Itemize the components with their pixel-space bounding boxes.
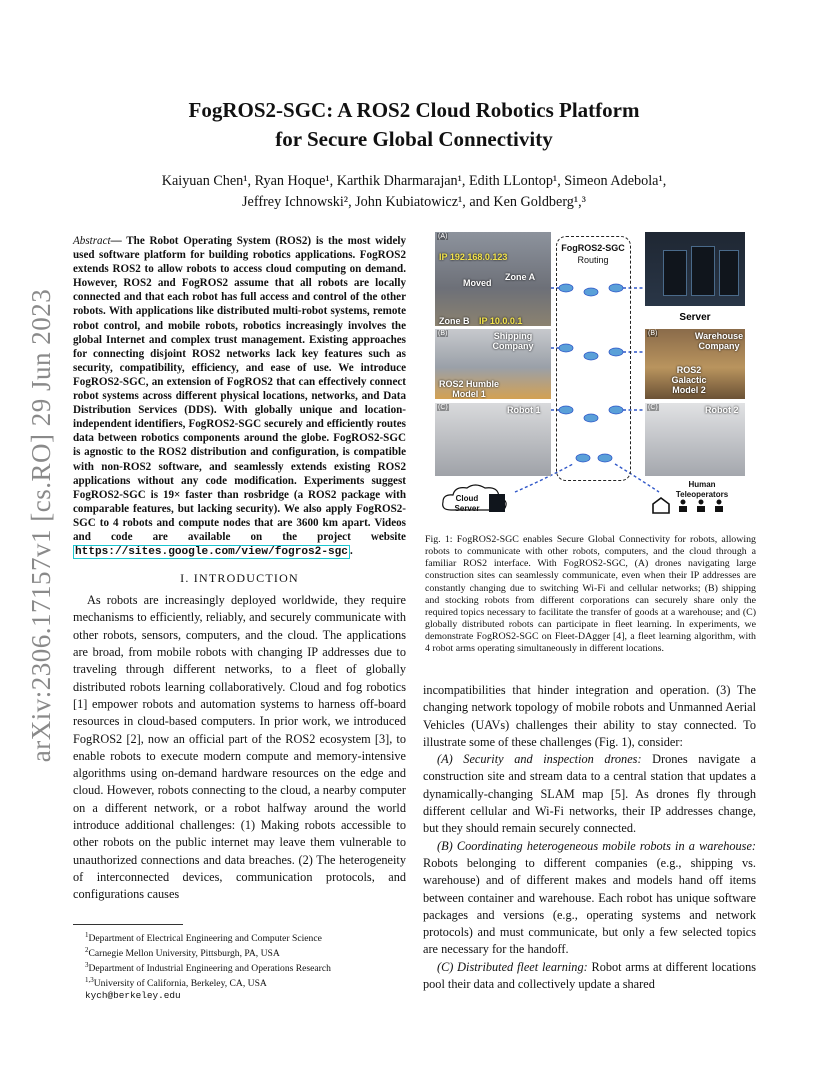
panel-c2-tag: (C)	[648, 404, 658, 411]
authors-line-1: Kaiyuan Chen¹, Ryan Hoque¹, Karthik Dharmarajan¹, Edith LLontop¹, Simeon Adebola¹,	[161, 173, 667, 189]
panel-c-robot-1	[435, 403, 551, 476]
panel-a-drones	[435, 232, 551, 326]
figure-1-caption: Fig. 1: FogROS2-SGC enables Secure Global Connectivity for robots, allowing robots to communicate with other robots, computers, and the cloud through a familiar ROS2 interface. With FogROS2-SGC, (A) drones navigating large construction sites can seamlessly communicate, even when their IP addresses are constantly changing due to switching Wi-Fi and cellular networks; (B) shipping and stocking robots from different corporations can securely share only the required topics necessary to facilitate the transfer of goods at a warehouse; and (C) globally distributed robots can participate in fleet learning. In experiments, we demonstrate FogROS2-SGC on Fleet-DAgger [4], a fleet learning algorithm, with 4 robot arms operating simultaneously in different locations.	[425, 534, 756, 655]
routing-title	[551, 242, 635, 266]
server-rack-icon	[719, 250, 739, 296]
right-paragraph-2	[423, 751, 756, 837]
footnote-mark: 1,3	[85, 975, 94, 984]
server-rack-icon	[691, 246, 715, 296]
panel-server	[645, 232, 745, 326]
routing-title-main: FogROS2-SGC	[561, 243, 625, 253]
section-heading-introduction: I. INTRODUCTION	[180, 571, 299, 586]
project-website-link[interactable]: https://sites.google.com/view/fogros2-sgc	[75, 546, 348, 559]
panel-b2-warehouse-label: Warehouse Company	[694, 331, 744, 351]
human-teleoperators-label: Human Teleoperators	[675, 480, 729, 499]
panel-a-ip-2: IP 10.0.0.1	[479, 316, 523, 326]
footnote-3	[85, 960, 405, 975]
panel-b2-tag: (B)	[648, 330, 658, 337]
panel-a-zone-b: Zone B	[439, 316, 470, 326]
left-column	[73, 234, 406, 904]
panel-b-humble-label: ROS2 Humble Model 1	[439, 379, 500, 399]
panel-c-tag: (C)	[438, 404, 448, 411]
subhead-drones: (A) Security and inspection drones:	[437, 752, 642, 767]
footnote-text: University of California, Berkeley, CA, USA	[93, 977, 267, 989]
abstract-text: — The Robot Operating System (ROS2) is the most widely used software platform for building robotics applications. FogROS2 extends ROS2 to allow robots to access cloud computing on demand. However, ROS2 and FogROS2 assume that all robots are locally connected and that each robot has full access and control of the other robots. With applications like distributed multi-robot systems, remote robot control, and mobile robots, robotics increasingly involves the global Internet and complex trust management. Existing approaches for connecting disjoint ROS2 networks lack key features such as security, compatibility, efficiency, and ease of use. We introduce FogROS2-SGC, an extension of FogROS2 that can effectively connect robot systems across different physical locations, networks, and Data Distribution Services (DDS). With globally unique and location-independent identifiers, FogROS2-SGC securely and efficiently routes data between robotics components around the globe. FogROS2-SGC is agnostic to the ROS2 distribution and configuration, is compatible with non-ROS2 software, and seamlessly extends existing ROS2 applications without any code modification. Experiments suggest FogROS2-SGC is 19× faster than rosbridge (a ROS2 package with comparable features, but lacking security). We also apply FogROS2-SGC to 4 robots and compute nodes that are 3600 km apart. Videos and code are available on the project website	[73, 235, 406, 543]
footnote-mark: 2	[85, 945, 89, 954]
footnote-2	[85, 945, 405, 960]
right-paragraph-4	[423, 959, 756, 994]
footnote-text: Department of Electrical Engineering and Computer Science	[88, 933, 322, 945]
footnote-4	[85, 975, 405, 990]
routing-title-sub: Routing	[577, 255, 609, 265]
abstract-end: .	[349, 545, 353, 558]
subhead-warehouse: (B) Coordinating heterogeneous mobile robots in a warehouse:	[437, 838, 756, 853]
panel-a-zone-a: Zone A	[505, 272, 536, 282]
title-line-1: FogROS2-SGC: A ROS2 Cloud Robotics Platform	[188, 98, 640, 122]
panel-c2-robot-2-label: Robot 2	[705, 405, 739, 415]
cloud-server-label: Cloud Server	[454, 494, 480, 513]
right-paragraph-3-text: Robots belonging to different companies (e.g., shipping vs. warehouse) and of different makes and models hand off items between container and warehouse. Each robot has unique software packages and versions (e.g., operating systems and network protocols) and must communicate, but only a few selected topics are necessary for the handoff.	[423, 855, 756, 957]
author-list	[80, 171, 748, 213]
footnote-mark: 1	[85, 931, 89, 939]
panel-b-shipping-label: Shipping Company	[492, 331, 534, 351]
panel-b-shipping	[435, 329, 551, 399]
footnote-1	[85, 930, 405, 945]
panel-a-tag: (A)	[438, 233, 448, 240]
intro-paragraph-left: As robots are increasingly deployed worldwide, they require mechanisms to efficiently, reliably, and securely communicate with other robots, sensors, computers, and the cloud. The applications are broad, from mobile robots with changing IP addresses due to traveling through different networks, to a fleet of globally distributed robots learning collaboratively. Cloud and fog robotics [1] empower robots and automation systems to harness off-board resources in cloud-based computers. In prior work, we introduced FogROS2 [2], now an official part of the ROS2 ecosystem [3], to enable robots to execute modern compute and memory-intensive algorithms using on-demand hardware resources on the edge and cloud. However, robots connecting to the cloud, a nearby computer on a different network, or a robot halfway around the world introduce additional challenges: (1) Making robots accessible to other robots on the public internet may leave them vulnerable to unauthorized connections and data breaches. (2) The heterogeneity of interconnected devices, communication protocols, and configurations causes	[73, 593, 406, 902]
title-line-2: for Secure Global Connectivity	[275, 127, 553, 151]
footnote-rule	[73, 924, 183, 925]
abstract-lead: Abstract	[73, 235, 111, 247]
server-label: Server	[679, 312, 711, 323]
panel-a-moved: Moved	[463, 278, 492, 288]
abstract	[73, 234, 406, 559]
server-rack-icon	[663, 250, 687, 296]
right-paragraph-4-text: Robot arms at different locations pool their data and collectively update a shared	[423, 959, 757, 992]
subhead-fleet-learning: (C) Distributed fleet learning:	[437, 959, 588, 974]
footnote-text: Carnegie Mellon University, Pittsburgh, PA, USA	[88, 948, 280, 960]
panel-c-robot-2	[645, 403, 745, 476]
panel-b2-galactic-label: ROS2 Galactic Model 2	[671, 365, 707, 395]
right-paragraph-3	[423, 838, 756, 959]
footnotes	[85, 930, 405, 1001]
right-paragraph-1: incompatibilities that hinder integration and operation. (3) The changing network topology of mobile robots and Unmanned Aerial Vehicles (UAVs) challenges their ability to stay connected. To illustrate some of these challenges (Fig. 1), consider:	[423, 683, 756, 749]
routing-box	[556, 236, 631, 481]
arxiv-id: arXiv:2306.17157v1 [cs.RO] 29 Jun 2023	[26, 288, 57, 762]
figure-1	[433, 230, 747, 514]
right-column	[423, 682, 756, 993]
footnote-text: Department of Industrial Engineering and Operations Research	[88, 962, 331, 974]
arxiv-stamp	[22, 290, 62, 760]
right-paragraph-2-text: Drones navigate a construction site and stream data to a central station that updates a dynamically-changing SLAM map [5]. As drones fly through different cellular and Wi-Fi networks, their IP addresses change, but they should remain securely connected.	[423, 752, 757, 836]
panel-b-warehouse	[645, 329, 745, 399]
teleoperator-icon	[651, 496, 743, 514]
footnote-mark: 3	[85, 960, 89, 969]
panel-c-robot-1-label: Robot 1	[507, 405, 541, 415]
footnote-email[interactable]: kych@berkeley.edu	[85, 989, 181, 1001]
authors-line-2: Jeffrey Ichnowski², John Kubiatowicz¹, and Ken Goldberg¹,³	[242, 194, 586, 210]
panel-a-ip-1: IP 192.168.0.123	[439, 252, 508, 262]
paper-title	[80, 96, 748, 154]
panel-b-tag: (B)	[438, 330, 448, 337]
